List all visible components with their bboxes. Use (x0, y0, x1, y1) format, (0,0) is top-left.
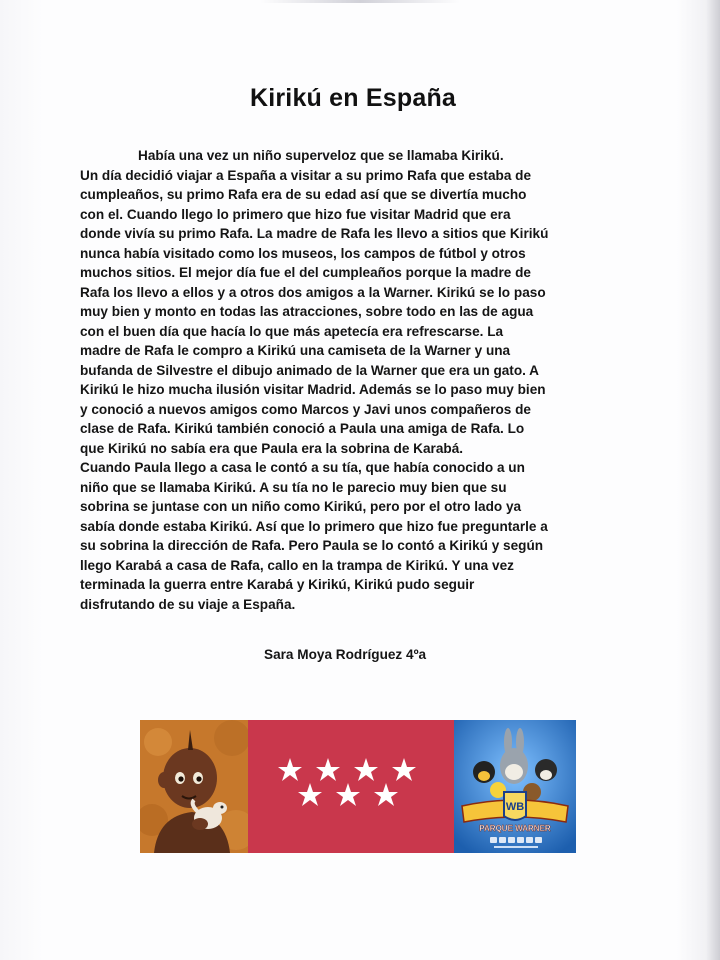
story-line: con el buen día que hacía lo que más apetecía era refrescarse. La (80, 323, 504, 339)
warner-logo-text: PARQUE WARNER (479, 824, 551, 833)
story-line: Había una vez un niño superveloz que se llamaba Kirikú. (138, 148, 504, 163)
story-line: donde vivía su primo Rafa. La madre de Rafa les llevo a sitios que Kirikú (80, 226, 549, 241)
kiriku-drawing (140, 720, 248, 853)
story-line: clase de Rafa. Kirikú también conoció a Paula una amiga de Rafa. Lo (80, 421, 525, 436)
image-strip (140, 720, 576, 853)
scan-right-shadow (706, 0, 720, 960)
story-line: nunca había visitado como los museos, los campos de fútbol y otros (80, 245, 526, 261)
story-line: disfrutando de su viaje a España. (80, 596, 296, 612)
document-title: Kirikú en España (249, 84, 457, 112)
story-line: su sobrina la dirección de Rafa. Pero Paula se lo contó a Kirikú y según (80, 538, 544, 553)
parque-warner-logo (454, 720, 576, 853)
story-line: sabía donde estaba Kirikú. Así que lo primero que hizo fue preguntarle a (80, 518, 548, 534)
story-line: y conoció a nuevos amigos como Marcos y Javi unos compañeros de (80, 401, 531, 417)
story-line: muchos sitios. El mejor día fue el del cumpleaños porque la madre de (80, 265, 531, 280)
story-line: llego Karabá a casa de Rafa, callo en la trampa de Kirikú. Y una vez (80, 557, 514, 573)
story-text (80, 146, 640, 614)
story-line: terminada la guerra entre Karabá y Kirikú, Kirikú pudo seguir (80, 577, 475, 592)
story-line: Un día decidió viajar a España a visitar a su primo Rafa que estaba de (80, 167, 532, 183)
story-line: niño que se llamaba Kirikú. A su tía no le parecio muy bien que su (80, 479, 507, 495)
story-line: Rafa los llevo a ellos y a otros dos amigos a la Warner. Kirikú se lo paso (80, 284, 546, 300)
story-line: sobrina se juntase con un niño como Kirikú, pero por el otro lado ya (80, 499, 522, 514)
story-line: Cuando Paula llego a casa le contó a su tía, que había conocido a un (80, 460, 525, 475)
story-line: madre de Rafa le compro a Kirikú una camiseta de la Warner y una (80, 343, 511, 358)
story-line: que Kirikú no sabía era que Paula era la sobrina de Karabá. (80, 440, 464, 456)
story-line: Kirikú le hizo mucha ilusión visitar Madrid. Además se lo paso muy bien (80, 382, 546, 397)
kiriku-illustration (140, 720, 248, 853)
story-line: bufanda de Silvestre el dibujo animado de la Warner que era un gato. A (80, 362, 540, 378)
story-line: muy bien y monto en todas las atracciones, sobre todo en las de agua (80, 304, 534, 319)
story-line: cumpleaños, su primo Rafa era de su edad así que se divertía mucho (80, 187, 527, 202)
wb-initials: WB (505, 801, 525, 813)
flag-stars (248, 720, 454, 853)
scan-top-edge (260, 0, 460, 3)
story-line: con el. Cuando llego lo primero que hizo fue visitar Madrid que era (80, 206, 511, 222)
warner-drawing (454, 720, 576, 853)
author-signature: Sara Moya Rodríguez 4ºa (264, 647, 427, 662)
madrid-flag (248, 720, 454, 853)
